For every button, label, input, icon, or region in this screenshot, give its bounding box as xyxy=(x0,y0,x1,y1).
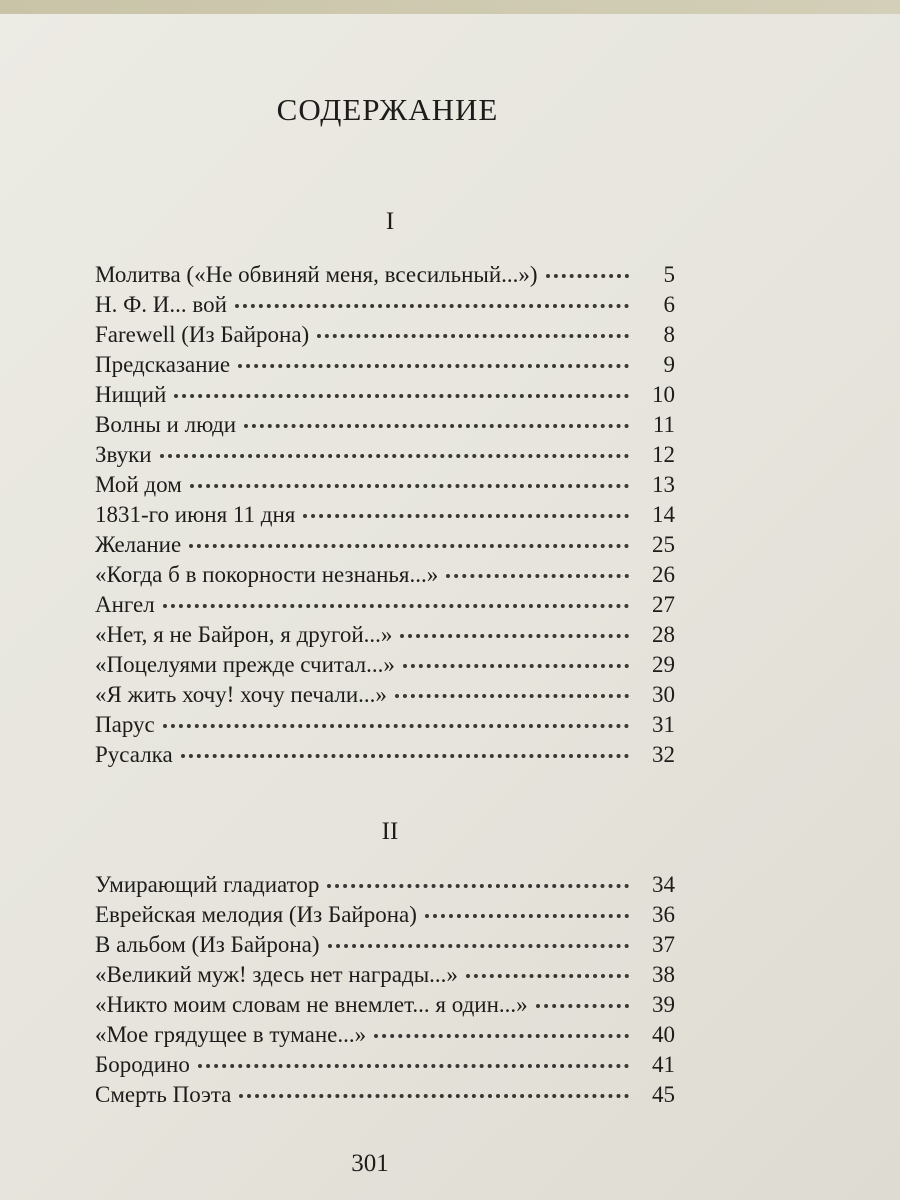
toc-entry-page: 38 xyxy=(652,962,675,987)
toc-entry-title: Парус xyxy=(95,712,155,737)
dot-leader xyxy=(235,298,629,308)
toc-entry xyxy=(95,530,675,560)
toc-entry-page: 9 xyxy=(663,352,675,377)
toc-entry-title: «Когда б в покорности незнанья...» xyxy=(95,562,439,587)
toc-entry-title: «Я жить хочу! хочу печали...» xyxy=(95,682,387,707)
dot-leader xyxy=(238,358,629,368)
toc-entry-title: «Никто моим словам не внемлет... я один...» xyxy=(95,992,528,1017)
dot-leader xyxy=(190,478,629,488)
dot-leader xyxy=(163,598,629,608)
toc-entry xyxy=(95,990,675,1020)
dot-leader xyxy=(317,328,629,338)
dot-leader xyxy=(244,418,629,428)
toc-entry-page: 14 xyxy=(652,502,675,527)
dot-leader xyxy=(425,908,629,918)
toc-entry-title: Желание xyxy=(95,532,182,557)
dot-leader xyxy=(374,1028,629,1038)
toc-entry-page: 12 xyxy=(652,442,675,467)
dot-leader xyxy=(546,268,629,278)
toc-entry-page: 41 xyxy=(652,1052,675,1077)
toc-entry xyxy=(95,1050,675,1080)
toc-entry-page: 36 xyxy=(652,902,675,927)
toc-entry-title: Мой дом xyxy=(95,472,182,497)
page-number: 301 xyxy=(351,1150,389,1177)
dot-leader xyxy=(163,718,629,728)
section-number-2: II xyxy=(381,818,399,845)
toc-entry xyxy=(95,870,675,900)
dot-leader xyxy=(327,878,629,888)
dot-leader xyxy=(446,568,629,578)
toc-entry-page: 13 xyxy=(652,472,675,497)
toc-entry xyxy=(95,260,675,290)
dot-leader xyxy=(198,1058,629,1068)
toc-entry xyxy=(95,410,675,440)
toc-entry xyxy=(95,900,675,930)
toc-entry-title: «Нет, я не Байрон, я другой...» xyxy=(95,622,393,647)
toc-entry-title: Ангел xyxy=(95,592,155,617)
dot-leader xyxy=(174,388,629,398)
dot-leader xyxy=(400,628,629,638)
dot-leader xyxy=(328,938,629,948)
toc-entry-title: Смерть Поэта xyxy=(95,1082,232,1107)
toc-entry xyxy=(95,290,675,320)
dot-leader xyxy=(160,448,629,458)
toc-entry-title: Русалка xyxy=(95,742,173,767)
toc-entry xyxy=(95,960,675,990)
dot-leader xyxy=(181,748,629,758)
toc-entry-page: 37 xyxy=(652,932,675,957)
toc-entry-page: 27 xyxy=(652,592,675,617)
toc-entry xyxy=(95,320,675,350)
page-title: СОДЕРЖАНИЕ xyxy=(276,92,499,127)
toc-entry-title: Н. Ф. И... вой xyxy=(95,292,227,317)
toc-entry xyxy=(95,680,675,710)
toc-entry-page: 40 xyxy=(652,1022,675,1047)
toc-entry-title: Предсказание xyxy=(95,352,231,377)
toc-entry-title: Волны и люди xyxy=(95,412,237,437)
toc-entry xyxy=(95,1080,675,1110)
toc-entry-title: Молитва («Не обвиняй меня, всесильный...») xyxy=(95,262,538,287)
toc-entry-title: «Поцелуями прежде считал...» xyxy=(95,652,395,677)
toc-entry xyxy=(95,710,675,740)
toc-entry xyxy=(95,500,675,530)
section-number-1: I xyxy=(385,208,395,235)
toc-entry-title: Звуки xyxy=(95,442,152,467)
toc-entry xyxy=(95,650,675,680)
dot-leader xyxy=(466,968,629,978)
toc-entry xyxy=(95,470,675,500)
toc-entry-title: Еврейская мелодия (Из Байрона) xyxy=(95,902,417,927)
toc-entry-page: 26 xyxy=(652,562,675,587)
toc-entry-page: 6 xyxy=(663,292,675,317)
toc-entry-page: 8 xyxy=(663,322,675,347)
toc-entry-page: 5 xyxy=(663,262,675,287)
toc-entry-title: Умирающий гладиатор xyxy=(95,872,320,897)
toc-entry-title: В альбом (Из Байрона) xyxy=(95,932,320,957)
page-edge xyxy=(0,0,900,14)
toc-entry-title: «Великий муж! здесь нет награды...» xyxy=(95,962,458,987)
toc-entry xyxy=(95,560,675,590)
toc-entry-page: 39 xyxy=(652,992,675,1017)
dot-leader xyxy=(239,1088,629,1098)
toc-entry-page: 45 xyxy=(652,1082,675,1107)
toc-entry-page: 28 xyxy=(652,622,675,647)
toc-entry-page: 25 xyxy=(652,532,675,557)
toc-entry-page: 10 xyxy=(652,382,675,407)
toc-entry-title: 1831-го июня 11 дня xyxy=(95,502,296,527)
dot-leader xyxy=(189,538,629,548)
toc-entry-page: 34 xyxy=(652,872,675,897)
toc-entry-title: «Мое грядущее в тумане...» xyxy=(95,1022,367,1047)
toc-entry xyxy=(95,620,675,650)
toc-entry xyxy=(95,590,675,620)
toc-entry xyxy=(95,1020,675,1050)
dot-leader xyxy=(395,688,629,698)
dot-leader xyxy=(403,658,629,668)
toc-entry xyxy=(95,440,675,470)
toc-entry-title: Бородино xyxy=(95,1052,190,1077)
toc-entry xyxy=(95,930,675,960)
toc-entry-title: Нищий xyxy=(95,382,167,407)
toc-entry-page: 31 xyxy=(652,712,675,737)
toc-entry-page: 32 xyxy=(652,742,675,767)
dot-leader xyxy=(536,998,629,1008)
toc-entry-page: 11 xyxy=(652,412,675,437)
toc-entry xyxy=(95,380,675,410)
toc-entry-title: Farewell (Из Байрона) xyxy=(95,322,310,347)
dot-leader xyxy=(303,508,629,518)
toc-entry-page: 30 xyxy=(652,682,675,707)
toc-entry xyxy=(95,740,675,770)
toc-entry xyxy=(95,350,675,380)
toc-entry-page: 29 xyxy=(652,652,675,677)
